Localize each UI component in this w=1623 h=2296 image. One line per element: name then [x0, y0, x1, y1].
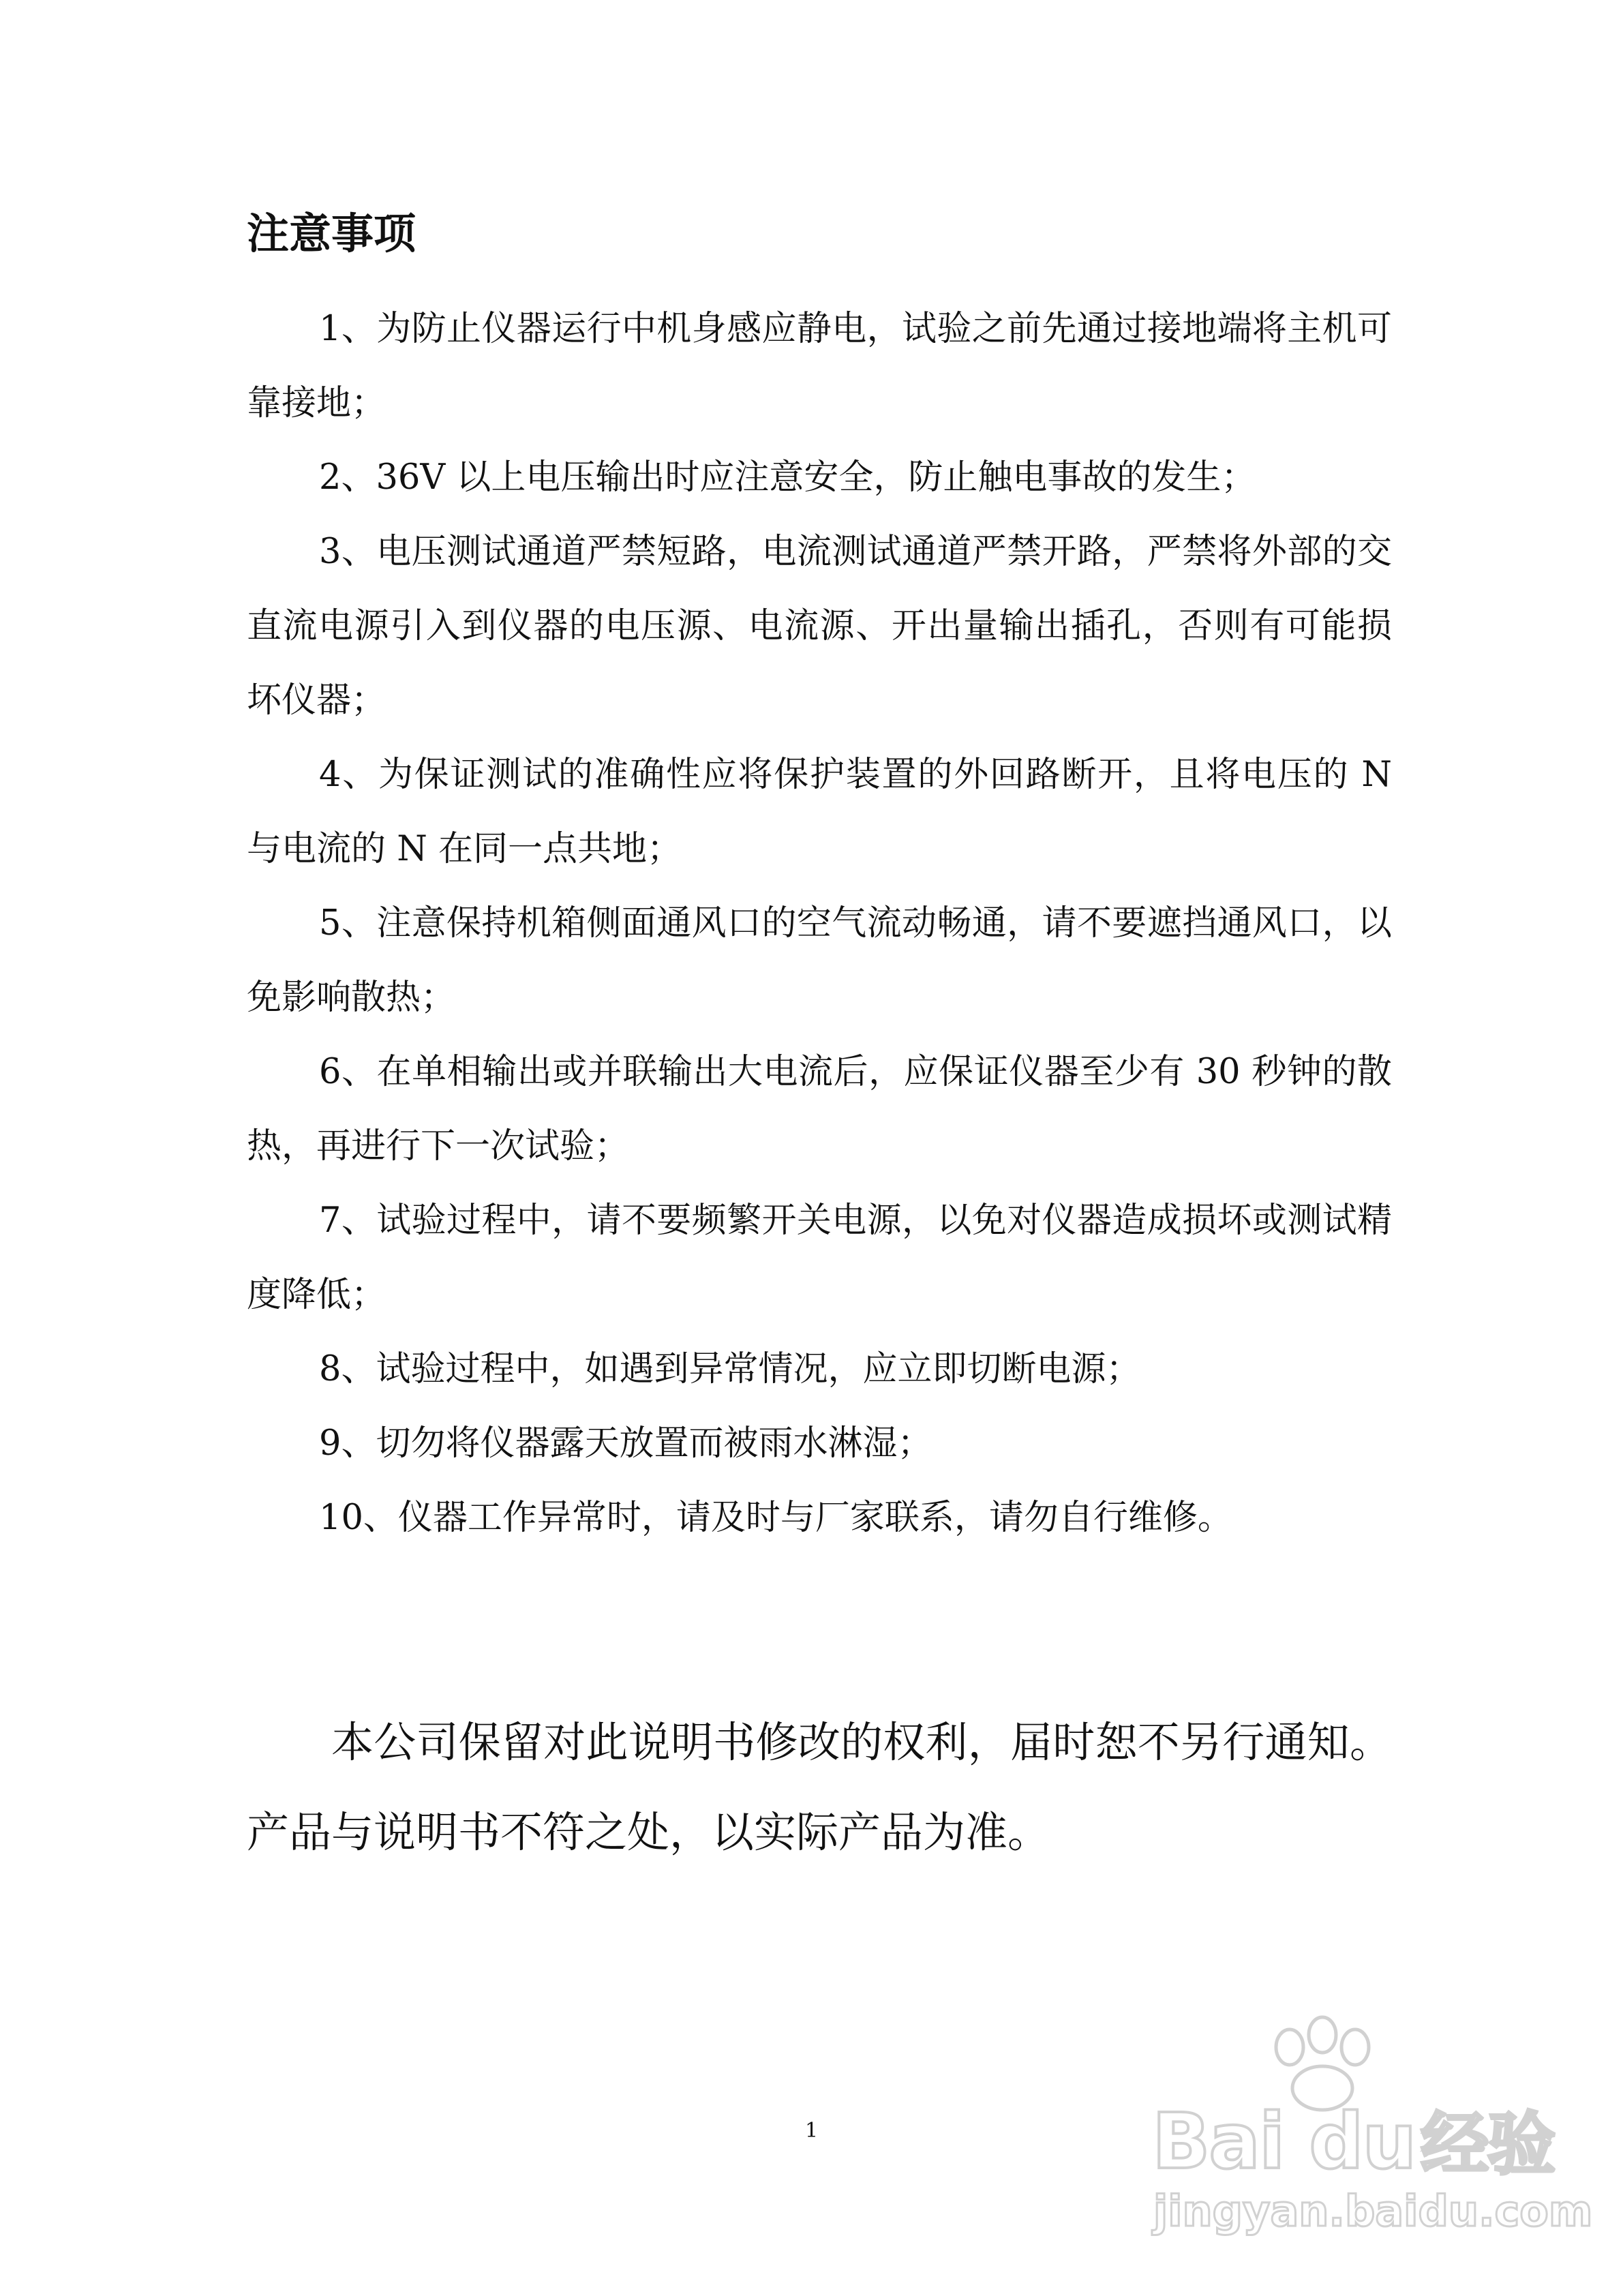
note-item: 8、试验过程中，如遇到异常情况，应立即切断电源；: [319, 1349, 1141, 1389]
note-item: 3、电压测试通道严禁短路，电流测试通道严禁开路，严禁将外部的交直流电源引入到仪器的电压源、电流源、开出量输出插孔，否则有可能损坏仪器；: [247, 532, 1392, 721]
notes-list: [247, 292, 1392, 1555]
note-item: 4、为保证测试的准确性应将保护装置的外回路断开，且将电压的 N 与电流的 N 在同一点共地；: [247, 755, 1392, 869]
note-item: 5、注意保持机箱侧面通风口的空气流动畅通，请不要遮挡通风口，以免影响散热；: [247, 903, 1392, 1018]
watermark-logo-cn: 经验: [1421, 2104, 1555, 2184]
baidu-jingyan-watermark: [1152, 2014, 1593, 2239]
note-item: 2、36V 以上电压输出时应注意安全，防止触电事故的发生；: [319, 457, 1256, 498]
note-item: 6、在单相输出或并联输出大电流后，应保证仪器至少有 30 秒钟的散热，再进行下一次试验；: [247, 1052, 1392, 1166]
page-number: 1: [804, 2119, 819, 2143]
watermark-logo: [1152, 2089, 1554, 2188]
note-item: 9、切勿将仪器露天放置而被雨水淋湿；: [319, 1423, 932, 1464]
watermark-url: jingyan.baidu.com: [1153, 2186, 1593, 2236]
statement-text: 本公司保留对此说明书修改的权利，届时恕不另行通知。产品与说明书不符之处，以实际产品为准。: [247, 1717, 1392, 1857]
note-item: 1、为防止仪器运行中机身感应静电，试验之前先通过接地端将主机可靠接地；: [247, 309, 1392, 423]
note-item: 7、试验过程中，请不要频繁开关电源，以免对仪器造成损坏或测试精度降低；: [247, 1200, 1392, 1315]
copyright-statement: [247, 1697, 1392, 1877]
note-item: 10、仪器工作异常时，请及时与厂家联系，请勿自行维修。: [319, 1498, 1232, 1538]
watermark-logo-latin: Bai du: [1152, 2098, 1416, 2186]
section-heading: 注意事项: [247, 209, 416, 258]
